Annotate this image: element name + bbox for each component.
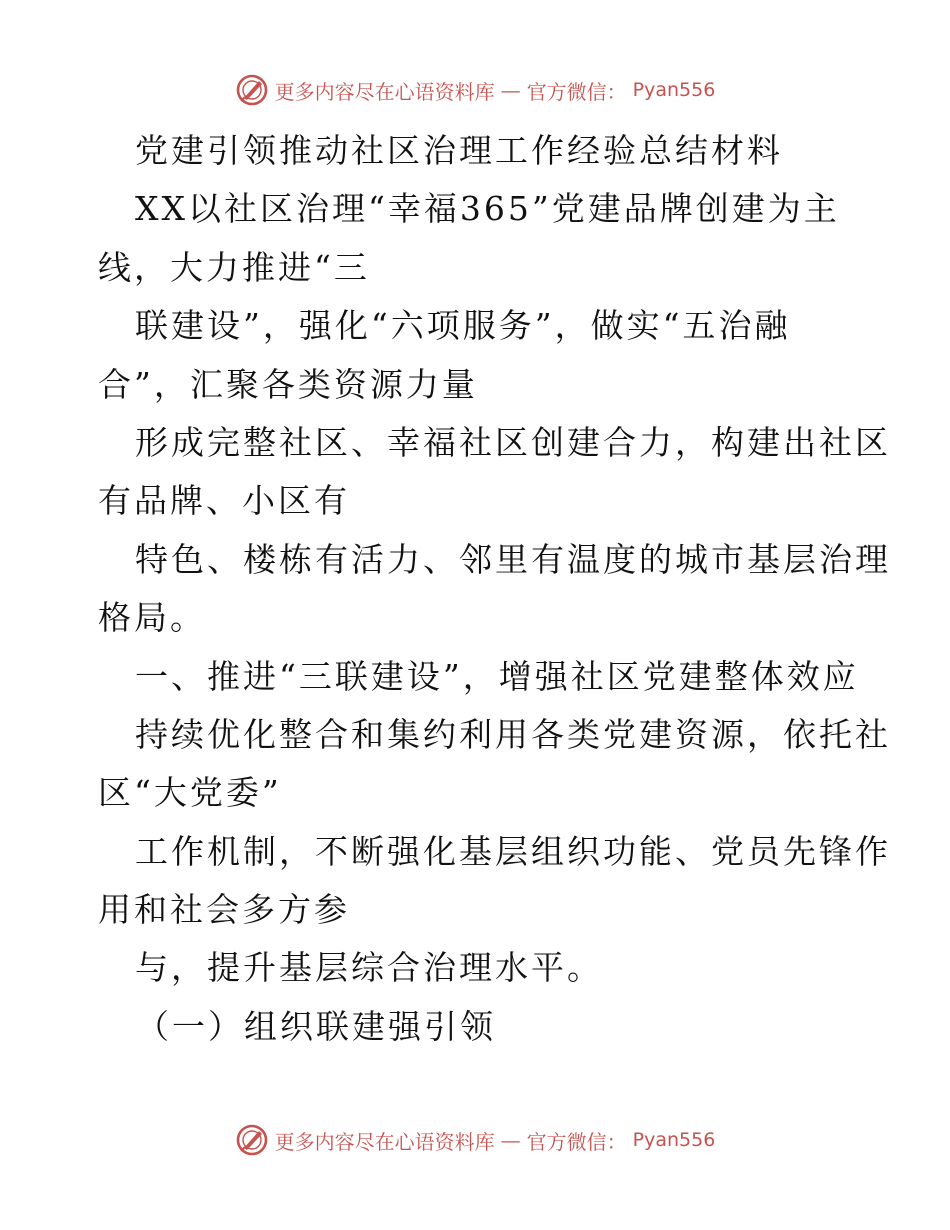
- paragraph-line: 工作机制，不断强化基层组织功能、党员先锋作: [135, 831, 891, 871]
- paragraph-line: 区“大党委”: [98, 773, 282, 813]
- paragraph-line: XX以社区治理“幸福365”党建品牌创建为主: [135, 189, 840, 229]
- quill-logo-icon: [235, 73, 269, 107]
- paragraph-line: 格局。: [98, 598, 206, 638]
- watermark-wechat-label: 官方微信：: [526, 1129, 627, 1154]
- paragraph-line: 线，大力推进“三: [98, 247, 370, 287]
- paragraph-line: 特色、楼栋有活力、邻里有温度的城市基层治理: [135, 539, 891, 579]
- footer-watermark: [0, 1120, 950, 1160]
- paragraph-line: 持续优化整合和集约利用各类党建资源，依托社: [135, 714, 891, 754]
- paragraph-line: 合”，汇聚各类资源力量: [98, 364, 478, 404]
- paragraph-line: 与，提升基层综合治理水平。: [135, 948, 603, 988]
- paragraph-line: 用和社会多方参: [98, 890, 350, 930]
- quill-logo-icon: [235, 1123, 269, 1157]
- paragraph-line: 有品牌、小区有: [98, 481, 350, 521]
- document-title: 党建引领推动社区治理工作经验总结材料: [135, 131, 783, 170]
- watermark-main-text: 更多内容尽在心语资料库: [274, 79, 495, 104]
- watermark-wechat-id: Pyan556: [632, 79, 716, 101]
- watermark-wechat-label: 官方微信：: [526, 79, 627, 104]
- watermark-separator: —: [500, 1128, 521, 1152]
- watermark-separator: —: [500, 78, 521, 102]
- document-body: [98, 122, 891, 1056]
- section-heading: 一、推进“三联建设”，增强社区党建整体效应: [135, 656, 859, 696]
- paragraph-line: 联建设”，强化“六项服务”，做实“五治融: [135, 306, 791, 346]
- watermark-main-text: 更多内容尽在心语资料库: [274, 1129, 495, 1154]
- watermark-wechat-id: Pyan556: [632, 1129, 716, 1151]
- paragraph-line: 形成完整社区、幸福社区创建合力，构建出社区: [135, 422, 891, 462]
- header-watermark: [0, 70, 950, 110]
- subsection-heading: （一）组织联建强引领: [136, 1006, 496, 1046]
